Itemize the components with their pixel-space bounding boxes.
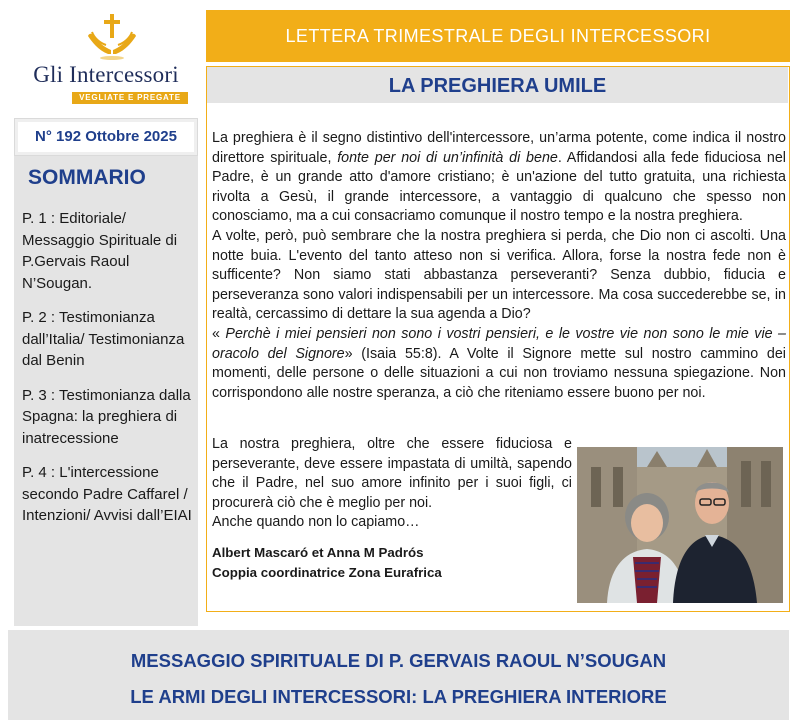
issue-number [14,118,198,156]
signature [212,543,572,583]
article-body [212,129,786,403]
newsletter-banner [206,10,790,62]
praying-hands-cross-icon [84,12,140,64]
paragraph: A volte, però, può sembrare che la nostra preghiera si perda, che Dio non ci ascolti. Una notte buia. L'evento del tanto atteso non si verifica. Allora, forse la nostra fede non è sufficente? Non siamo stati abbastanza perseveranti? Senza dubbio, fiducia e perseveranza sono valori indispensabili per un intercessore. Ma cosa succederebbe se, in realtà, cercassimo di dettare la sua agenda a Dio? [212,227,786,323]
next-article-subtitle: LE ARMI DEGLI INTERCESSORI: LA PREGHIERA INTERIORE [130,686,667,707]
summary-item: P. 2 : Testimonianza dall’Italia/ Testimonianza dal Benin [22,309,185,369]
logo-name: Gli Intercessori [33,62,179,87]
author-role: Coppia coordinatrice Zona Eurafrica [212,565,442,580]
paragraph: Anche quando non lo capiamo… [212,514,420,531]
next-article-title: MESSAGGIO SPIRITUALE DI P. GERVAIS RAOUL N’SOUGAN [130,650,667,671]
authors-photo [577,447,783,603]
banner-title: LETTERA TRIMESTRALE DEGLI INTERCESSORI [285,26,711,46]
logo-tagline: VEGLIATE E PREGATE [72,92,188,104]
sidebar [14,6,198,620]
article-title: LA PREGHIERA UMILE [207,67,788,103]
issue-label: N° 192 Ottobre 2025 [35,128,177,145]
summary-item: P. 1 : Editoriale/ Messaggio Spirituale di P.Gervais Raoul N’Sougan. [22,210,178,292]
article [206,66,790,612]
paragraph: La nostra preghiera, oltre che essere fiduciosa e perseverante, deve essere impastata di umiltà, sapendo che il Padre, nel suo amore infinito per i suoi figli, ci procurerà ciò che è meglio per noi. [212,436,572,511]
next-article-panel [8,630,789,720]
summary-list [22,208,194,540]
summary-item: P. 3 : Testimonianza dalla Spagna: la preghiera di inatrecessione [22,386,191,447]
summary-item: P. 4 : L'intercessione secondo Padre Caffarel / Intenzioni/ Avvisi dall’EIAI [22,464,192,524]
summary-panel [14,156,198,626]
summary-title: SOMMARIO [28,166,146,189]
author-names: Albert Mascaró et Anna M Padrós [212,545,424,560]
article-closing [212,435,572,533]
paragraph: La preghiera è il segno distintivo dell'intercessore, un’arma potente, come indica il nostro direttore spirituale, fonte per noi di un’infinità di bene. Affidandosi alla fede fiduciosa nel Padre, è un grande atto d'amore cristiano; è un'azione del tutto gratuita, una richiesta rivolta a Gesù, il grande intercessore, a vantaggio di qualcuno che spesso non conosciamo, ma a cui consacriamo comunque il nostro tempo e la nostra preghiera. [212,130,786,225]
photo-illustration [577,447,783,603]
logo [14,6,198,106]
paragraph: « Perchè i miei pensieri non sono i vostri pensieri, e le vostre vie non sono le mie vie – oracolo del Signore» (Isaia 55:8). A Volte il Signore mette sul nostro cammino dei momenti, delle persone o delle situazioni a cui non troviamo nessuna spiegazione. Non corrispondono alle nostre speranza, a ciò che riteniamo essere buono per noi. [212,325,786,401]
